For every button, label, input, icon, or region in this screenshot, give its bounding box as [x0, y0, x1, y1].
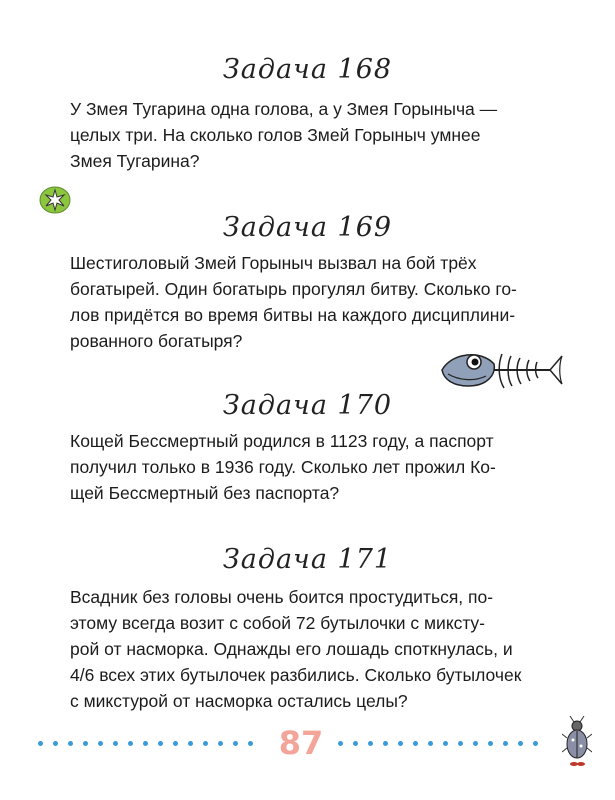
footer-dots-right — [338, 741, 538, 747]
task-line: Кощей Бессмертный родился в 1123 году, а паспорт — [70, 431, 494, 451]
task-170-text — [70, 428, 558, 506]
task-line: с микстурой от насморка остались целы? — [70, 691, 408, 711]
task-169-title: Задача 169 — [222, 212, 393, 243]
task-line: Шестиголовый Змей Горыныч вызвал на бой трёх — [70, 253, 477, 273]
task-168-text — [70, 96, 558, 174]
task-line: 4/6 всех этих бутылочек разбились. Сколько бутылочек — [70, 665, 522, 685]
task-line: щей Бессмертный без паспорта? — [70, 483, 340, 503]
page-number: 87 — [278, 724, 324, 762]
task-line: лов придётся во время битвы на каждого дисциплини- — [70, 305, 516, 325]
task-line: Всадник без головы очень боится простудиться, по- — [70, 587, 494, 607]
footer-dots-left — [38, 741, 253, 747]
task-line: целых три. На сколько голов Змей Горыныч умнее — [70, 125, 481, 145]
task-line: рой от насморка. Однажды его лошадь споткнулась, и — [70, 639, 513, 659]
star-badge-icon — [38, 185, 72, 215]
task-171-text — [70, 584, 558, 714]
task-line: богатырей. Один богатырь прогулял битву. Сколько го- — [70, 279, 517, 299]
task-line: У Змея Тугарина одна голова, а у Змея Горыныча — — [70, 99, 498, 119]
task-170-title: Задача 170 — [222, 390, 393, 421]
task-line: Змея Тугарина? — [70, 151, 200, 171]
task-171-title: Задача 171 — [222, 544, 393, 575]
task-line: этому всегда возит с собой 72 бутылочки с микстy- — [70, 613, 486, 633]
task-169-text — [70, 250, 558, 354]
task-line: получил только в 1936 году. Сколько лет прожил Ко- — [70, 457, 496, 477]
task-168-title: Задача 168 — [222, 54, 393, 85]
beetle-icon — [562, 716, 592, 772]
task-line: рованного богатыря? — [70, 331, 243, 351]
